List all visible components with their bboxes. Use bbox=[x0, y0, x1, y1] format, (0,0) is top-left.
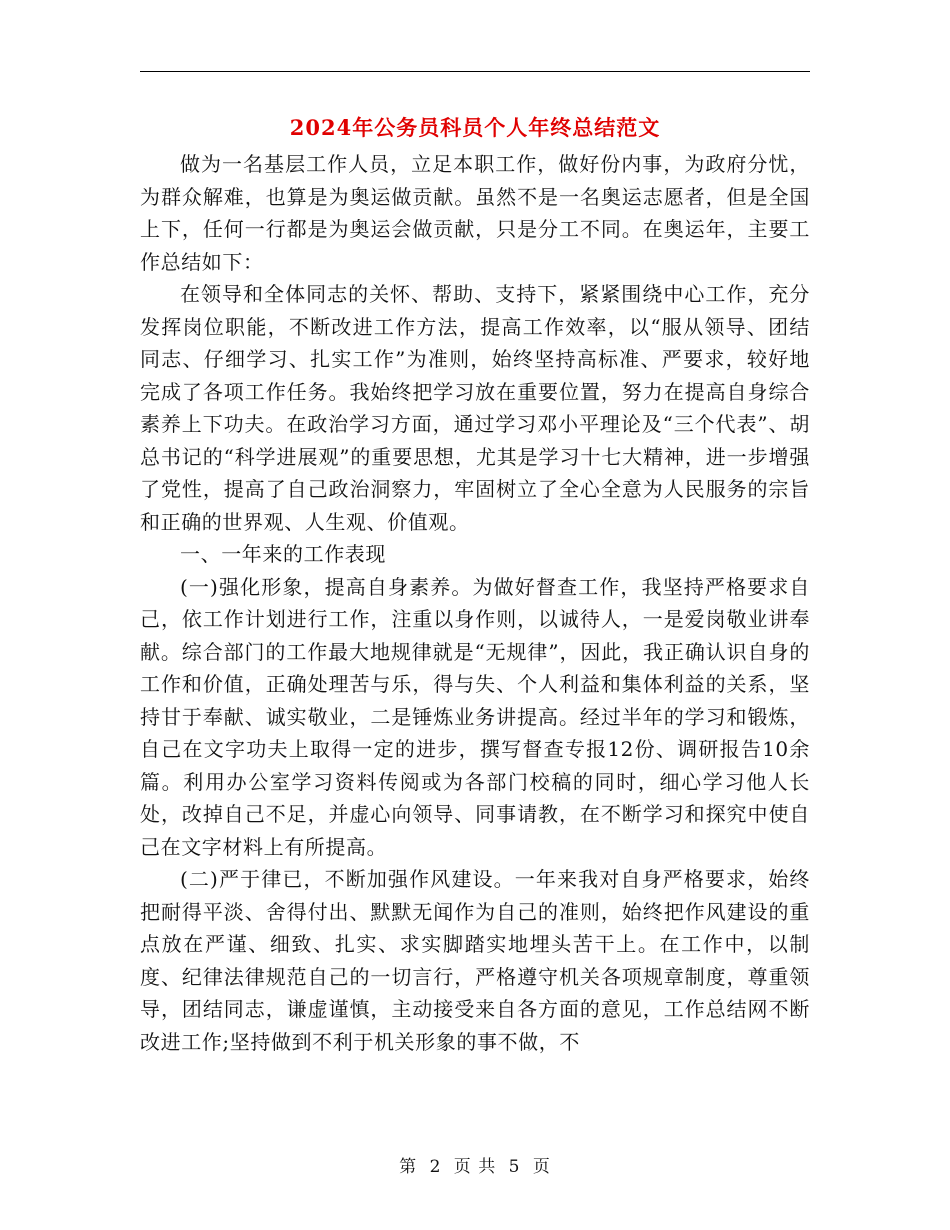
header-rule bbox=[140, 71, 810, 72]
section-item-2: (二)严于律已，不断加强作风建设。一年来我对自身严格要求，始终把耐得平淡、舍得付出、默默无闻作为自己的准则，始终把作风建设的重点放在严谨、细致、扎实、求实脚踏实地埋头苦干上。在工作中，以制度、纪律法律规范自己的一切言行，严格遵守机关各项规章制度，尊重领导，团结同志，谦虚谨慎，主动接受来自各方面的意见，工作总结网不断改进工作;坚持做到不利于机关形象的事不做，不 bbox=[140, 867, 810, 1054]
footer-suffix: 页 bbox=[532, 1157, 551, 1177]
section-heading: 一、一年来的工作表现 bbox=[180, 542, 386, 566]
footer-total-pages: 5 bbox=[508, 1157, 521, 1177]
footer-page-number: 2 bbox=[429, 1157, 442, 1177]
intro-paragraph: 做为一名基层工作人员，立足本职工作，做好份内事，为政府分忧，为群众解难，也算是为奥运做贡献。虽然不是一名奥运志愿者，但是全国上下，任何一行都是为奥运会做贡献，只是分工不同。在奥运年，主要工作总结如下： bbox=[140, 152, 810, 274]
study-paragraph: 在领导和全体同志的关怀、帮助、支持下，紧紧围绕中心工作，充分发挥岗位职能，不断改进工作方法，提高工作效率，以“服从领导、团结同志、仔细学习、扎实工作”为准则，始终坚持高标准、严要求，较好地完成了各项工作任务。我始终把学习放在重要位置，努力在提高自身综合素养上下功夫。在政治学习方面，通过学习邓小平理论及“三个代表”、胡总书记的“科学进展观”的重要思想，尤其是学习十七大精神，进一步增强了党性，提高了自己政治洞察力，牢固树立了全心全意为人民服务的宗旨和正确的世界观、人生观、价值观。 bbox=[140, 282, 810, 534]
document-title: 2024年公务员科员个人年终总结范文 bbox=[289, 115, 661, 140]
document-body bbox=[140, 148, 810, 1058]
page-footer bbox=[0, 1152, 950, 1177]
footer-middle: 页 共 bbox=[453, 1157, 497, 1177]
section-item-1: (一)强化形象，提高自身素养。为做好督查工作，我坚持严格要求自己，依工作计划进行工作，注重以身作则，以诚待人，一是爱岗敬业讲奉献。综合部门的工作最大地规律就是“无规律”，因此，我正确认识自身的工作和价值，正确处理苦与乐，得与失、个人利益和集体利益的关系，坚持甘于奉献、诚实敬业，二是锤炼业务讲提高。经过半年的学习和锻炼，自己在文字功夫上取得一定的进步，撰写督查专报12份、调研报告10余篇。利用办公室学习资料传阅或为各部门校稿的同时，细心学习他人长处，改掉自己不足，并虚心向领导、同事请教，在不断学习和探究中使自己在文字材料上有所提高。 bbox=[140, 574, 810, 859]
footer-prefix: 第 bbox=[399, 1157, 418, 1177]
